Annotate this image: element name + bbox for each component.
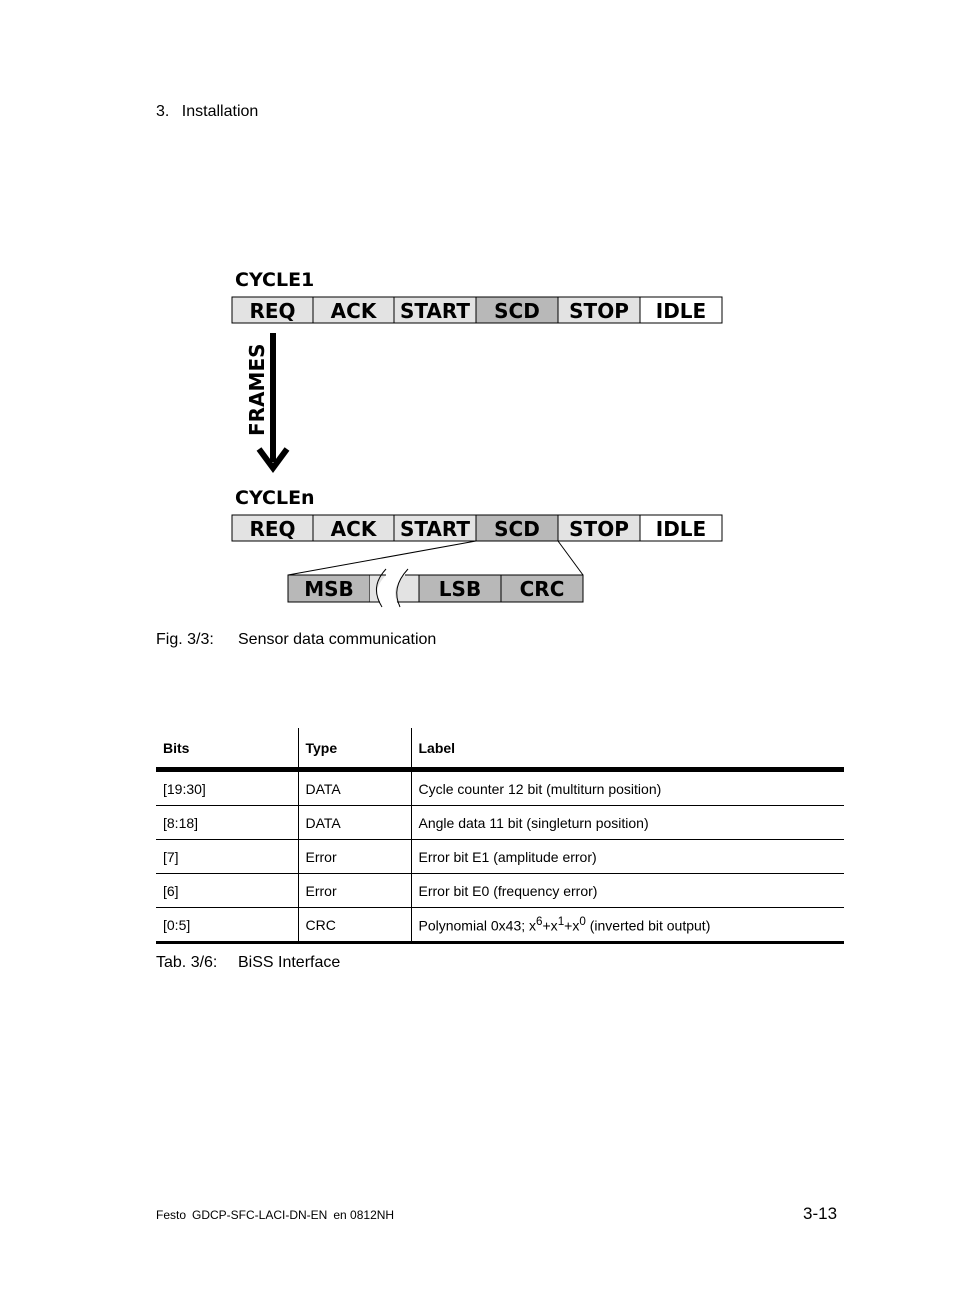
table-row <box>156 806 844 840</box>
table-caption <box>156 954 340 972</box>
cell-bits: [7] <box>156 840 298 874</box>
table-row <box>156 874 844 908</box>
cell-bits: [19:30] <box>156 770 298 806</box>
cyclen-req-text: REQ <box>249 517 296 541</box>
plus-term-0: +x <box>564 917 580 934</box>
msb-text: MSB <box>304 577 354 601</box>
cyclen-start-text: START <box>399 517 471 541</box>
crc-text: CRC <box>519 577 565 601</box>
table-row <box>156 770 844 806</box>
cell-type: CRC <box>298 908 411 943</box>
section-title: Installation <box>181 103 259 120</box>
footer-doc-info <box>156 1208 400 1222</box>
exponent-0: 0 <box>579 915 586 929</box>
cycle1-idle-text: IDLE <box>655 299 707 323</box>
cycle1-start-text: START <box>399 299 471 323</box>
cyclen-label: CYCLEn <box>235 487 315 509</box>
lsb-text: LSB <box>438 577 482 601</box>
plus-term-1: +x <box>542 917 558 934</box>
cell-bits: [6] <box>156 874 298 908</box>
cell-label: Angle data 11 bit (singleturn position) <box>411 806 844 840</box>
scd-breakdown-row <box>288 569 583 607</box>
section-number: 3. <box>156 103 170 120</box>
polynomial-prefix: Polynomial 0x43; x <box>418 917 537 934</box>
footer-language: en 0812NH <box>333 1208 395 1222</box>
cyclen-stop-text: STOP <box>569 517 629 541</box>
page-number: 3-13 <box>803 1204 838 1223</box>
figure-caption <box>156 631 436 649</box>
frames-label: FRAMES <box>245 343 269 436</box>
cell-bits: [8:18] <box>156 806 298 840</box>
cyclen-frame-row <box>232 515 722 541</box>
sensor-data-diagram <box>0 0 954 640</box>
column-header-bits: Bits <box>156 728 298 770</box>
cell-label: Cycle counter 12 bit (multiturn position) <box>411 770 844 806</box>
expansion-line-right <box>558 541 583 575</box>
cycle1-label: CYCLE1 <box>235 269 315 291</box>
cyclen-ack-text: ACK <box>330 517 377 541</box>
cycle1-req-text: REQ <box>249 299 296 323</box>
expansion-line-left <box>288 541 476 575</box>
cell-label <box>411 908 844 943</box>
cell-type: Error <box>298 874 411 908</box>
table-number: Tab. 3/6: <box>156 954 218 971</box>
cell-type: Error <box>298 840 411 874</box>
cell-bits: [0:5] <box>156 908 298 943</box>
cell-label: Error bit E1 (amplitude error) <box>411 840 844 874</box>
cycle1-scd-text: SCD <box>494 299 540 323</box>
cycle1-stop-text: STOP <box>569 299 629 323</box>
footer-doc-number: GDCP-SFC-LACI-DN-EN <box>192 1208 328 1222</box>
column-header-type: Type <box>298 728 411 770</box>
cell-type: DATA <box>298 806 411 840</box>
column-header-label: Label <box>411 728 844 770</box>
biss-interface-table <box>156 728 844 944</box>
cell-label: Error bit E0 (frequency error) <box>411 874 844 908</box>
exponent-6: 6 <box>536 915 543 929</box>
cycle1-ack-text: ACK <box>330 299 377 323</box>
footer-brand: Festo <box>156 1208 187 1222</box>
polynomial-suffix: (inverted bit output) <box>585 917 711 934</box>
table-row <box>156 908 844 943</box>
exponent-1: 1 <box>557 915 565 929</box>
cyclen-scd-text: SCD <box>494 517 540 541</box>
cell-type: DATA <box>298 770 411 806</box>
cyclen-idle-text: IDLE <box>655 517 707 541</box>
cycle1-frame-row <box>232 297 722 323</box>
figure-title: Sensor data communication <box>238 631 437 648</box>
table-row <box>156 840 844 874</box>
table-header-row <box>156 728 844 770</box>
figure-number: Fig. 3/3: <box>156 631 214 648</box>
table-title: BiSS Interface <box>238 954 341 971</box>
